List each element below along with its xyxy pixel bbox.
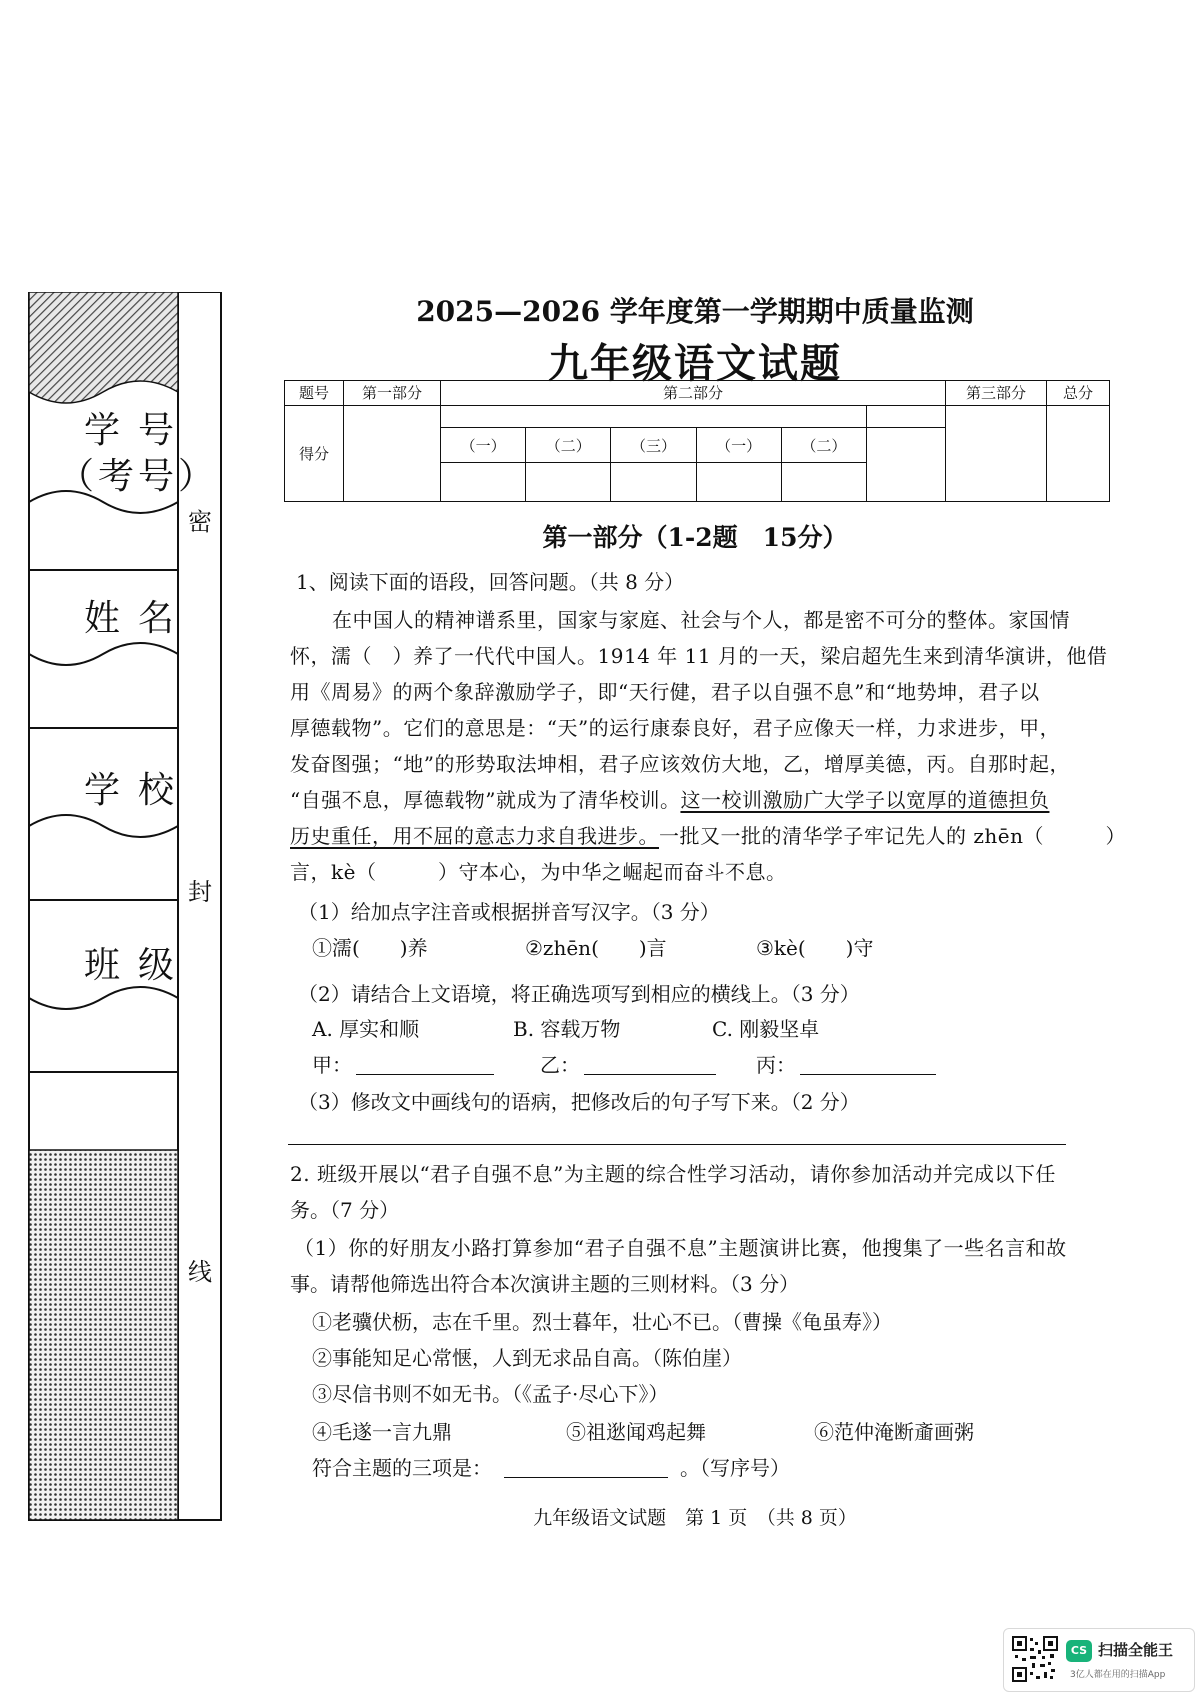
q1-blank-bing[interactable] [800, 1074, 936, 1075]
q1-para-line-8: 言，kè（ ）守本心，为中华之崛起而奋斗不息。 [290, 860, 787, 884]
score-table-sub-b: （二） [526, 428, 611, 463]
score-table-sub-a: （一） [441, 428, 526, 463]
exam-subject-title: 九年级语文试题 [548, 340, 842, 387]
page-footer: 九年级语文试题 第 1 页 （共 8 页） [533, 1507, 857, 1529]
score-cell-part2-blank[interactable] [867, 428, 946, 502]
score-table-part1-header: 第一部分 [344, 381, 441, 406]
q1-blank-jia[interactable] [356, 1074, 494, 1075]
q1-para-line-3: 用《周易》的两个象辞激励学子，即“天行健，君子以自强不息”和“地势坤，君子以 [290, 680, 1040, 704]
q1-para-line-6-start: “自强不息，厚德载物”就成为了清华校训。 [290, 788, 681, 812]
score-cell-part1[interactable] [344, 405, 441, 501]
q1-underlined-sentence-part2: 历史重任，用不屈的意志力求自我进步。 [290, 824, 659, 848]
score-table-score-label: 得分 [285, 405, 344, 501]
school-label: 学校 [83, 770, 192, 811]
q1-blank-bing-label: 丙： [756, 1053, 796, 1077]
q2-answer-suffix: 。（写序号） [680, 1456, 790, 1480]
score-cell-2-4[interactable] [696, 463, 781, 502]
q1-underlined-sentence-part1: 这一校训激励广大学子以宽厚的道德担负 [680, 788, 1050, 812]
q1-para-line-5: 发奋图强；“地”的形势取法坤相，君子应该效仿大地，乙，增厚美德，丙。自那时起， [290, 752, 1070, 776]
q2-sub1-line-1: （1）你的好朋友小路打算参加“君子自强不息”主题演讲比赛，他搜集了一些名言和故 [294, 1236, 1067, 1260]
exam-number-label: （考号） [58, 456, 219, 497]
q1-blank-jia-label: 甲： [312, 1053, 352, 1077]
q1-sub3: （3）修改文中画线句的语病，把修改后的句子写下来。（2 分） [298, 1090, 860, 1114]
q1-para-line-4: 厚德载物”。它们的意思是：“天”的运行康泰良好，君子应像天一样，力求进步，甲， [290, 716, 1061, 740]
score-table-sub-e: （二） [781, 428, 866, 463]
q1-blank-yi-label: 乙： [540, 1053, 580, 1077]
score-cell-total[interactable] [1047, 405, 1110, 501]
q2-answer-blank[interactable] [504, 1477, 668, 1478]
q1-heading: 1、阅读下面的语段，回答问题。（共 8 分） [296, 570, 685, 594]
score-table-part2-header: 第二部分 [441, 381, 946, 406]
q2-material-1: ①老骥伏枥，志在千里。烈士暮年，壮心不已。（曹操《龟虽寿》） [312, 1310, 892, 1334]
q1-option-c: C. 刚毅坚卓 [712, 1017, 820, 1041]
score-cell-part2-top [441, 405, 867, 428]
q1-para-line-1: 在中国人的精神谱系里，国家与家庭、社会与个人，都是密不可分的整体。家国情 [332, 608, 1070, 632]
score-cell-2-1[interactable] [441, 463, 526, 502]
student-id-label: 学号 [83, 410, 192, 451]
q1-para-line-7 [290, 824, 1126, 848]
class-label: 班级 [83, 945, 192, 986]
scanner-watermark-badge [1003, 1628, 1195, 1692]
score-cell-2-3[interactable] [611, 463, 696, 502]
part-one-title: 第一部分（1-2题 15分） [542, 523, 848, 552]
name-label: 姓名 [83, 598, 192, 639]
q1-option-b: B. 容载万物 [513, 1017, 621, 1041]
binding-strip [28, 292, 223, 1522]
camscanner-logo-icon: CS [1066, 1640, 1092, 1662]
q1-sub1-item-2: ②zhēn( )言 [525, 936, 667, 960]
q1-blank-yi[interactable] [584, 1074, 716, 1075]
seal-word-feng: 封 [188, 878, 212, 906]
q2-heading-line-1: 2. 班级开展以“君子自强不息”为主题的综合性学习活动，请你参加活动并完成以下任 [290, 1162, 1056, 1186]
q2-story-5: ⑤祖逖闻鸡起舞 [566, 1420, 706, 1444]
scanner-app-slogan: 3亿人都在用的扫描App [1070, 1670, 1166, 1680]
q1-para-line-7-end: 一批又一批的清华学子牢记先人的 zhēn（ ） [659, 824, 1126, 848]
q1-para-line-6 [290, 788, 1049, 812]
q1-sub1-item-3: ③kè( )守 [756, 936, 874, 960]
score-cell-part3[interactable] [946, 405, 1047, 501]
qr-code-icon [1012, 1636, 1058, 1682]
score-cell-2-2[interactable] [526, 463, 611, 502]
q2-material-3: ③尽信书则不如无书。（《孟子·尽心下》） [312, 1382, 669, 1406]
q1-sub1: （1）给加点字注音或根据拼音写汉字。（3 分） [298, 900, 720, 924]
seal-word-xian: 线 [188, 1258, 212, 1286]
scanner-app-name: 扫描全能王 [1098, 1641, 1174, 1659]
q2-story-6: ⑥范仲淹断齑画粥 [814, 1420, 974, 1444]
score-table-question-header: 题号 [285, 381, 344, 406]
score-table-total-header: 总分 [1047, 381, 1110, 406]
q2-story-4: ④毛遂一言九鼎 [312, 1420, 452, 1444]
q1-sub2: （2）请结合上文语境，将正确选项写到相应的横线上。（3 分） [298, 982, 860, 1006]
q1-sub1-item-1: ①濡( )养 [312, 936, 428, 960]
q1-sub3-answer-line[interactable] [288, 1144, 1066, 1145]
score-cell-part2-extra [867, 405, 946, 428]
score-table [284, 380, 1110, 502]
q1-option-a: A. 厚实和顺 [312, 1017, 420, 1041]
score-table-part3-header: 第三部分 [946, 381, 1047, 406]
q2-heading-line-2: 务。（7 分） [290, 1198, 400, 1222]
q2-answer-prefix: 符合主题的三项是： [312, 1456, 492, 1480]
seal-word-mi: 密 [188, 508, 212, 536]
score-table-sub-c: （三） [611, 428, 696, 463]
score-cell-2-5[interactable] [781, 463, 866, 502]
q2-material-2: ②事能知足心常惬，人到无求品自高。（陈伯崖） [312, 1346, 742, 1370]
q1-para-line-2: 怀，濡（ ）养了一代代中国人。1914 年 11 月的一天，梁启超先生来到清华演讲，他借 [290, 644, 1108, 668]
exam-term-title: 2025—2026 学年度第一学期期中质量监测 [416, 295, 974, 328]
score-table-sub-d: （一） [696, 428, 781, 463]
q2-sub1-line-2: 事。请帮他筛选出符合本次演讲主题的三则材料。（3 分） [290, 1272, 800, 1296]
